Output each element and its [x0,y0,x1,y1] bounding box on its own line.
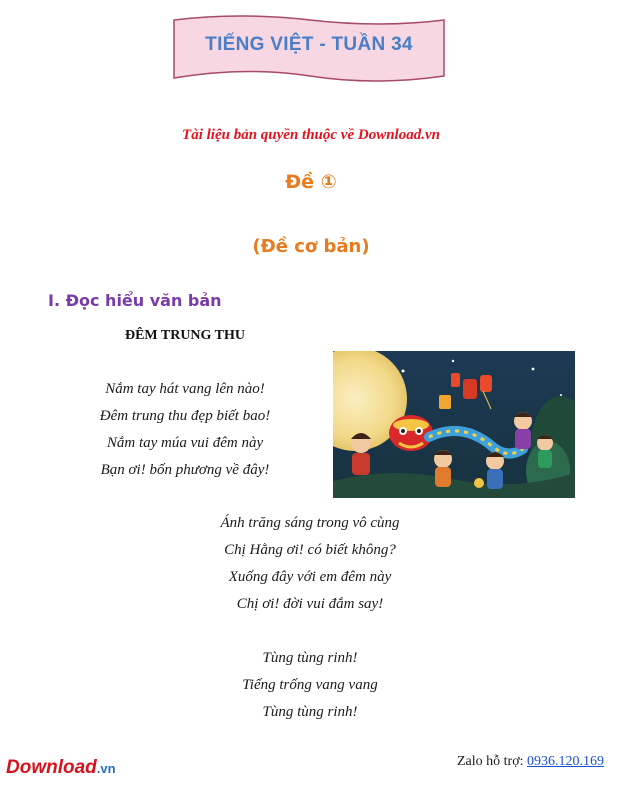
section-heading: I. Đọc hiểu văn bản [48,291,222,310]
page-title: TIẾNG VIỆT - TUẦN 34 [205,34,413,55]
poem-line: Đêm trung thu đẹp biết bao! [99,408,271,424]
mid-autumn-illustration [333,351,575,498]
poem-line: Xuống đây với em đêm này [228,569,392,585]
download-vn-logo[interactable] [6,757,116,779]
poem-line: Nắm tay múa vui đêm này [106,435,264,451]
poem-line: Bạn ơi! bốn phương về đây! [100,462,270,478]
poem-line: Tùng tùng rinh! [262,650,358,666]
support-label: Zalo hỗ trợ: [457,754,527,769]
poem-stanza-1 [40,376,330,484]
poem-title: ĐÊM TRUNG THU [124,328,246,343]
poem-line: Nắm tay hát vang lên nào! [105,381,265,397]
poem-stanza-3 [160,645,460,726]
poem-line: Tùng tùng rinh! [262,704,358,720]
copyright-notice: Tài liệu bản quyền thuộc về Download.vn [182,127,440,143]
poem-line: Ánh trăng sáng trong vô cùng [220,515,400,531]
support-phone-link[interactable]: 0936.120.169 [527,754,604,769]
zalo-support [457,754,604,770]
lion-dance-illustration-icon [333,351,575,498]
logo-main-text: Download [6,757,97,778]
poem-line: Tiếng trống vang vang [242,677,378,693]
title-banner [170,14,448,86]
poem-stanza-2 [160,510,460,618]
exam-level: (Đề cơ bản) [252,236,370,257]
exam-number: Đề ① [285,171,337,193]
poem-line: Chị ơi! đời vui đắm say! [236,596,384,612]
logo-domain-text: .vn [96,761,116,776]
poem-line: Chị Hằng ơi! có biết không? [224,542,396,558]
